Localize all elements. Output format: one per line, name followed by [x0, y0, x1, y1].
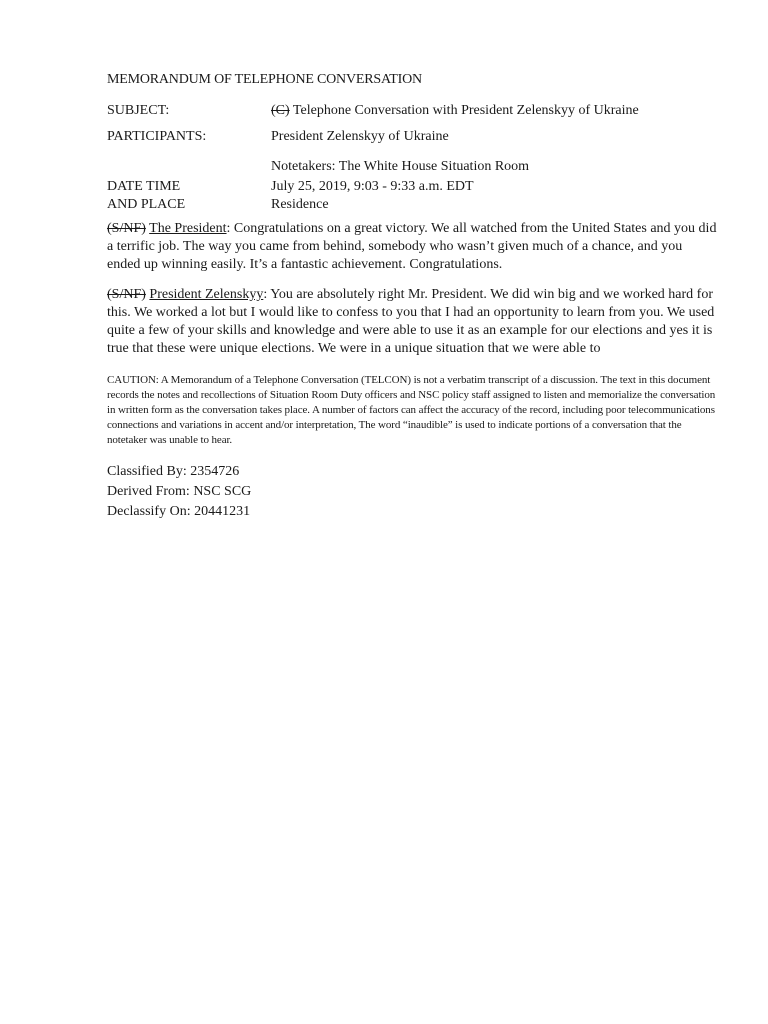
transcript-paragraph: [107, 220, 717, 274]
derived-from: Derived From: NSC SCG: [107, 484, 252, 499]
declassify-on: Declassify On: 20441231: [107, 504, 251, 519]
subject-value-container: [271, 102, 717, 120]
participants-value: President Zelenskyy of Ukraine: [271, 129, 449, 144]
notetakers-value: Notetakers: The White House Situation Room: [271, 159, 530, 174]
subject-label: SUBJECT:: [107, 103, 170, 118]
paragraph-text: : You are absolutely right Mr. President. We did win big and we worked hard for this. We worked a lot but I would like to confess to you that I had an opportunity to learn from you. We used quite a few of your skills and knowledge and were able to use it as an example for our elections and yes it is true that these were unique elections. We were in a unique situation that we were able to: [107, 287, 715, 356]
subject-classification-marking: (C): [271, 103, 290, 118]
date-time-value: [271, 178, 717, 214]
classified-by: Classified By: 2354726: [107, 464, 240, 479]
paragraph-text: : Congratulations on a great victory. We all watched from the United States and you did a terrific job. The way you came from behind, somebody who wasn’t given much of a chance, and you ended up winning easily. It’s a fantastic achievement. Congratulations.: [107, 221, 717, 272]
paragraph-classification-marking: (S/NF): [107, 287, 146, 302]
document-title: MEMORANDUM OF TELEPHONE CONVERSATION: [107, 72, 422, 87]
date-time-row: [107, 178, 717, 214]
call-date: July 25, 2019, 9:03 - 9:33 a.m. EDT: [271, 179, 474, 194]
caution-notice: CAUTION: A Memorandum of a Telephone Conversation (TELCON) is not a verbatim transcript of a discussion. The text in this document records the notes and recollections of Situation Room Duty officers and NSC policy staff assigned to listen and memorialize the conversation in written form as the conversation takes place. A number of factors can affect the accuracy of the record, including poor telecommunications connections and variations in accent and/or interpretation, The word “inaudible” is used to indicate portions of a conversation that the notetaker was unable to hear.: [107, 374, 716, 446]
speaker-name: President Zelenskyy: [149, 287, 264, 302]
call-place: Residence: [271, 197, 329, 212]
memo-page: [107, 70, 717, 522]
participants-label: PARTICIPANTS:: [107, 129, 207, 144]
date-time-label-line1: DATE TIME: [107, 179, 181, 194]
paragraph-classification-marking: (S/NF): [107, 221, 146, 236]
participants-row: [107, 128, 717, 146]
subject-value: Telephone Conversation with President Zelenskyy of Ukraine: [292, 103, 639, 118]
date-time-label: [107, 178, 271, 214]
notetakers-row: [107, 158, 717, 176]
classification-block: [107, 462, 717, 522]
speaker-name: The President: [149, 221, 227, 236]
subject-row: [107, 102, 717, 120]
notetakers-label-spacer: [107, 158, 271, 176]
transcript-paragraph: [107, 286, 717, 358]
date-time-label-line2: AND PLACE: [107, 197, 186, 212]
